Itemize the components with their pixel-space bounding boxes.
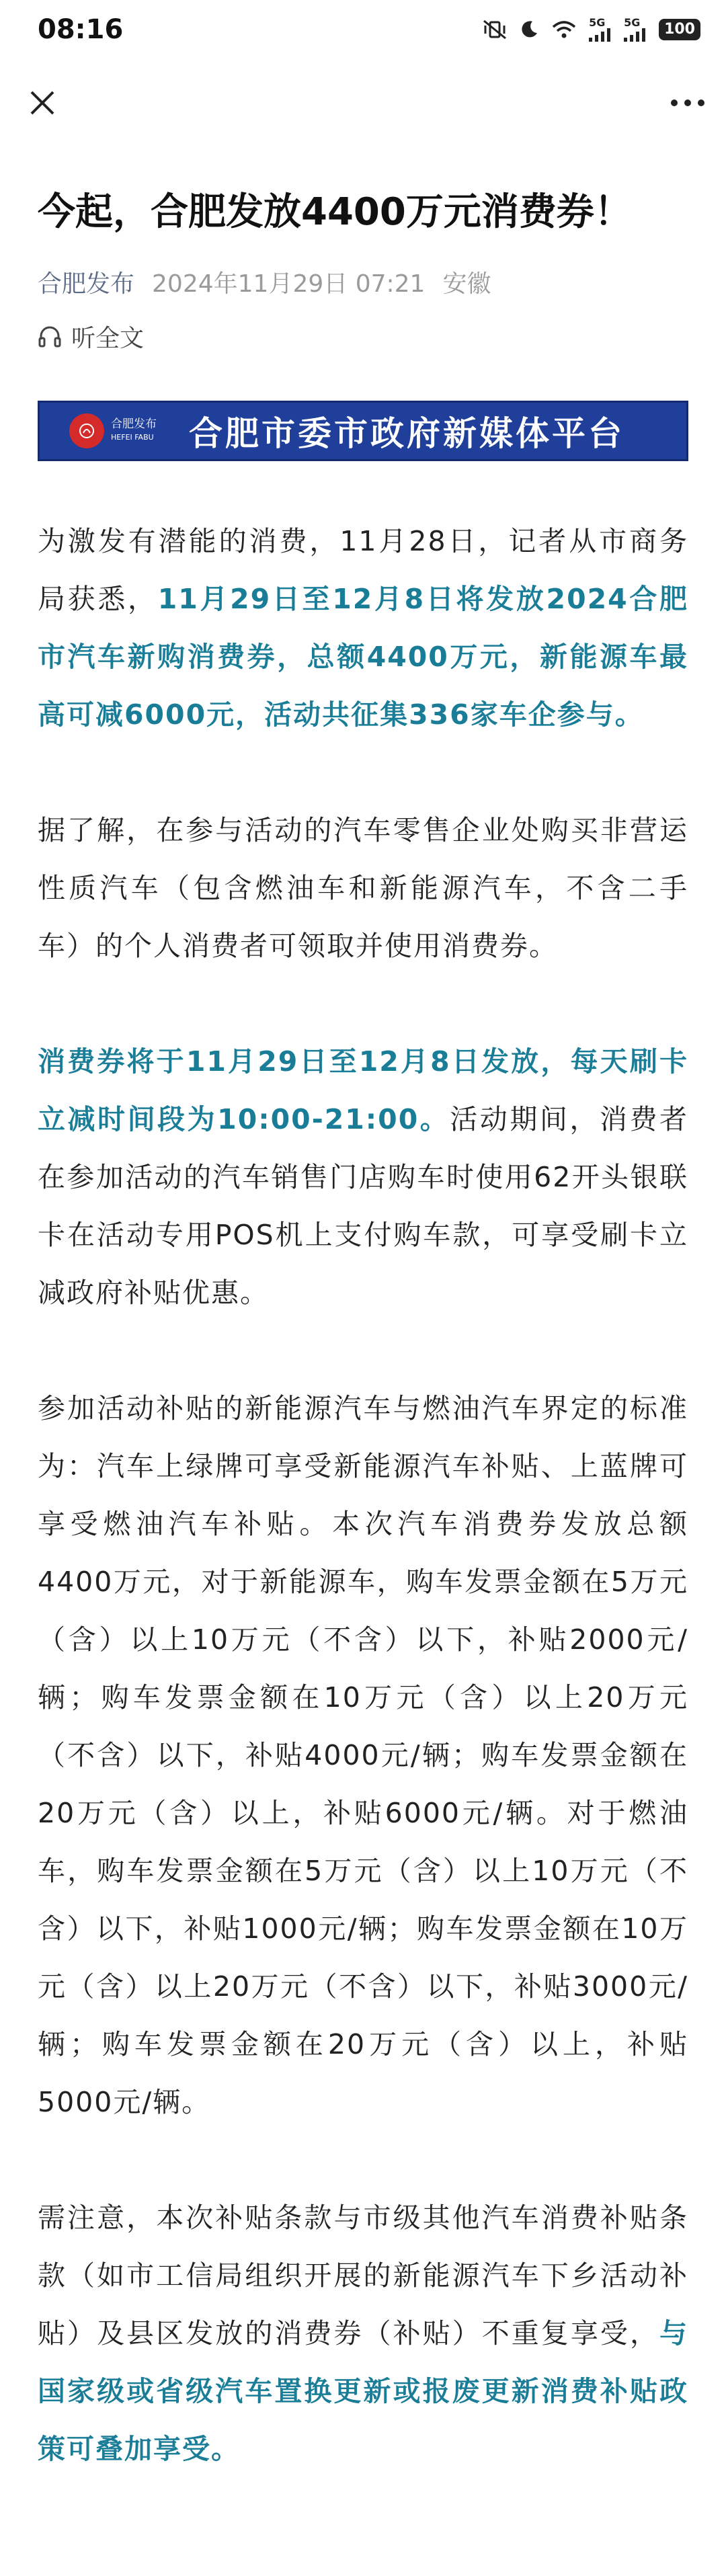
more-button[interactable] [670,85,706,121]
paragraph-3 [38,1033,688,1322]
signal-1 [589,17,612,42]
status-icons [483,17,700,42]
vibrate-icon [483,19,507,40]
paragraph-5 [38,2189,688,2478]
paragraph-5-highlight: 与国家级或省级汽车置换更新或报废更新消费补贴政策可叠加享受。 [38,2317,688,2465]
article-source[interactable]: 合肥发布 [38,270,135,298]
banner-logo [69,413,157,448]
signal-bars-icon [624,28,647,42]
close-button[interactable] [24,85,61,121]
headphones-icon [38,325,62,349]
platform-banner [38,401,688,461]
paragraph-5-body: 需注意，本次补贴条款与市级其他汽车消费补贴条款（如市工信局组织开展的新能源汽车下乡活动补贴）及县区发放的消费券（补贴）不重复享受， [38,2202,688,2349]
listen-label: 听全文 [71,325,145,352]
article [0,187,726,2478]
signal-2 [624,17,647,42]
signal-2-label: 5G [624,16,641,29]
battery-indicator: 100 [659,19,700,40]
listen-button[interactable] [38,319,688,354]
status-time: 08:16 [38,14,124,45]
paragraph-1-highlight: 11月29日至12月8日将发放2024合肥市汽车新购消费券，总额4400万元，新能源车最高可减6000元，活动共征集336家车企参与。 [38,583,689,731]
article-location: 安徽 [442,270,491,298]
signal-bars-icon [589,28,612,42]
paragraph-1 [38,512,688,743]
paragraph-3-body: 活动期间，消费者在参加活动的汽车销售门店购车时使用62开头银联卡在活动专用POS机上支付购车款，可享受刷卡立减政府补贴优惠。 [38,1103,688,1309]
more-icon [670,98,706,108]
banner-title: 合肥市委市政府新媒体平台 [189,413,624,453]
logo-seal-icon [69,413,104,448]
article-title: 今起，合肥发放4400万元消费券！ [38,190,632,234]
moon-icon [519,19,539,40]
paragraph-3-highlight: 消费券将于11月29日至12月8日发放，每天刷卡立减时间段为10:00-21:00。 [38,1045,688,1135]
article-date: 2024年11月29日 07:21 [152,270,426,298]
close-icon [29,89,56,116]
paragraph-2: 据了解，在参与活动的汽车零售企业处购买非营运性质汽车（包含燃油车和新能源汽车，不含二手车）的个人消费者可领取并使用消费券。 [38,814,688,962]
paragraph-1-intro: 为激发有潜能的消费，11月28日，记者从市商务局获悉， [38,525,688,615]
banner-logo-subtext: HEFEI FABU [111,433,154,442]
status-bar [0,0,726,59]
nav-bar [0,59,726,147]
signal-1-label: 5G [589,16,606,29]
banner-logo-text: 合肥发布 [111,417,157,431]
wifi-icon [551,19,577,40]
paragraph-4: 参加活动补贴的新能源汽车与燃油汽车界定的标准为：汽车上绿牌可享受新能源汽车补贴、上蓝牌可享受燃油汽车补贴。本次汽车消费券发放总额4400万元，对于新能源车，购车发票金额在5万元（含）以上10万元（不含）以下，补贴2000元/辆；购车发票金额在10万元（含）以上20万元（不含）以下，补贴4000元/辆；购车发票金额在20万元（含）以上，补贴6000元/辆。对于燃油车，购车发票金额在5万元（含）以上10万元（不含）以下，补贴1000元/辆；购车发票金额在10万元（含）以上20万元（不含）以下，补贴3000元/辆；购车发票金额在20万元（含）以上，补贴5000元/辆。 [38,1392,688,2118]
article-meta [38,265,688,299]
